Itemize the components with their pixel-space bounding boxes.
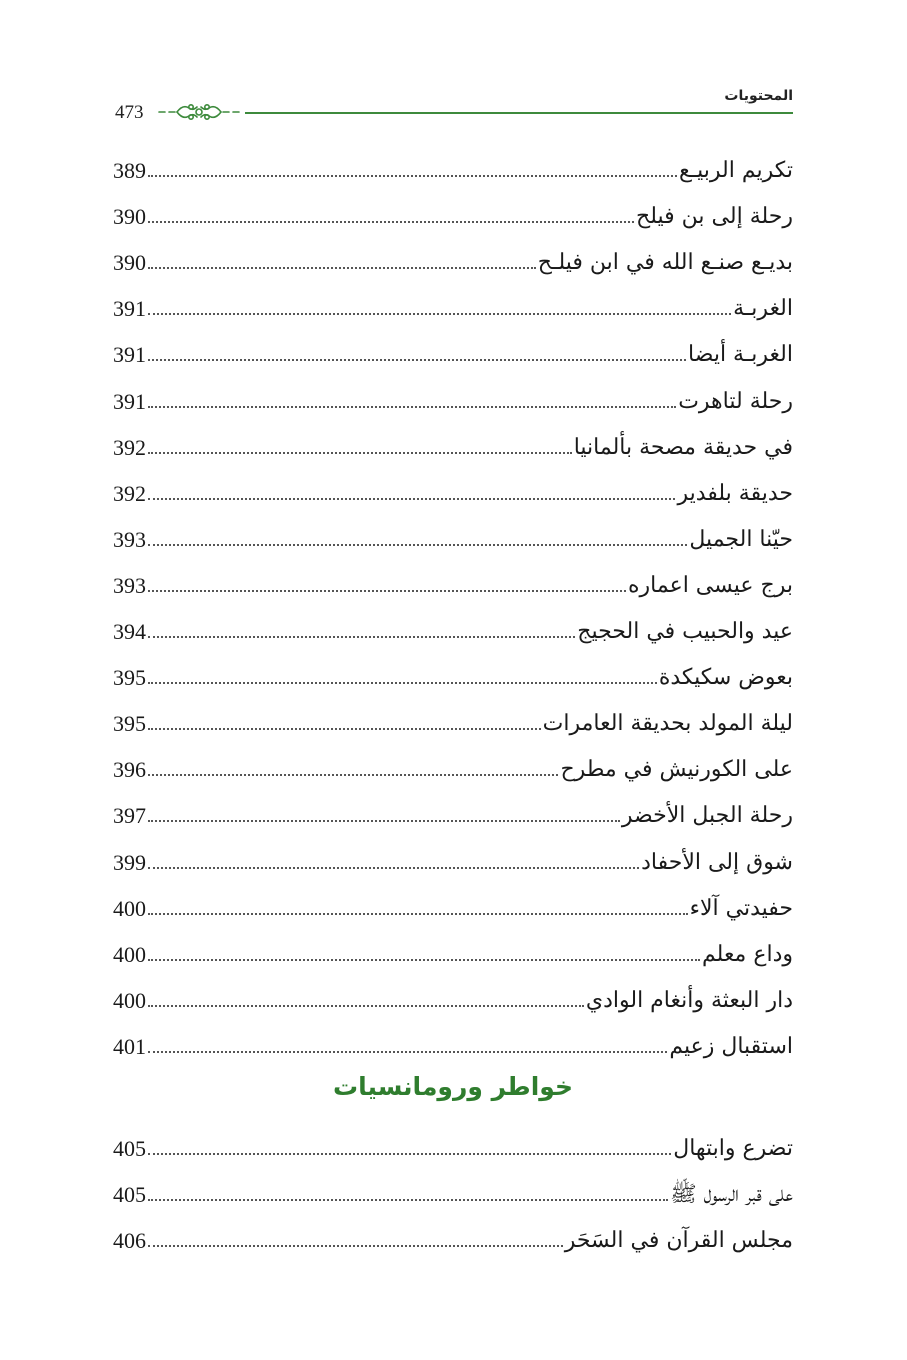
dot-leader: [148, 1005, 584, 1007]
toc-entry-page: 400: [113, 987, 146, 1013]
toc-entry: [113, 831, 793, 877]
dot-leader: [148, 221, 634, 223]
dot-leader: [148, 498, 675, 500]
running-header-title: المحتويات: [724, 88, 793, 104]
dot-leader: [148, 1245, 563, 1247]
dot-leader: [148, 636, 575, 638]
dot-leader: [148, 1199, 668, 1201]
toc-entry-title: استقبال زعيم: [669, 1033, 793, 1059]
toc-entry: [113, 693, 793, 739]
toc-entry: [113, 186, 793, 232]
toc-entry-page: 393: [113, 526, 146, 552]
toc-entry: [113, 785, 793, 831]
toc-entry-page: 405: [113, 1182, 146, 1208]
toc-entry: [113, 232, 793, 278]
toc-entry-page: 396: [113, 757, 146, 783]
toc-entry-title: بديـع صنـع الله في ابن فيلـح: [537, 250, 793, 276]
page-number: 473: [115, 102, 144, 123]
toc-entry-page: 392: [113, 434, 146, 460]
toc-entry: [113, 140, 793, 186]
table-of-contents-section: [113, 1118, 793, 1256]
toc-entry: [113, 509, 793, 555]
toc-entry: [113, 463, 793, 509]
dot-leader: [148, 313, 731, 315]
toc-entry-title: مجلس القرآن في السَحَر: [564, 1228, 793, 1254]
dot-leader: [148, 913, 688, 915]
table-of-contents: [113, 140, 793, 1062]
toc-entry-page: 399: [113, 849, 146, 875]
toc-entry: [113, 924, 793, 970]
header-rule: [245, 112, 793, 114]
dot-leader: [148, 359, 686, 361]
toc-entry-page: 391: [113, 296, 146, 322]
dot-leader: [148, 867, 639, 869]
toc-entry-page: 400: [113, 941, 146, 967]
toc-entry-page: 393: [113, 572, 146, 598]
toc-entry-page: 397: [113, 803, 146, 829]
dot-leader: [148, 452, 572, 454]
toc-entry-title: تضرع وابتهال: [673, 1136, 793, 1162]
toc-entry-title: دار البعثة وأنغام الوادي: [585, 987, 793, 1013]
toc-entry-page: 401: [113, 1033, 146, 1059]
dot-leader: [148, 728, 541, 730]
toc-entry-page: 390: [113, 250, 146, 276]
toc-entry-title: حيّنا الجميل: [689, 526, 793, 552]
toc-entry-title: رحلة الجبل الأخضر: [621, 803, 793, 829]
toc-entry-page: 406: [113, 1228, 146, 1254]
dot-leader: [148, 406, 676, 408]
toc-entry: [113, 370, 793, 416]
dot-leader: [148, 1051, 667, 1053]
toc-entry-title: تكريم الربيـع: [678, 158, 793, 184]
dot-leader: [148, 175, 677, 177]
dot-leader: [148, 682, 657, 684]
dot-leader: [148, 1153, 671, 1155]
toc-entry: [113, 1118, 793, 1164]
toc-entry-page: 391: [113, 388, 146, 414]
toc-entry: [113, 555, 793, 601]
toc-entry: [113, 601, 793, 647]
toc-entry-page: 390: [113, 204, 146, 230]
toc-entry: [113, 278, 793, 324]
dot-leader: [148, 544, 687, 546]
toc-entry: [113, 878, 793, 924]
toc-entry-title: حفيدتي آلاء: [689, 895, 793, 921]
toc-entry-title: الغربـة: [733, 296, 793, 322]
dot-leader: [148, 820, 620, 822]
toc-entry-title: رحلة إلى بن فيلح: [636, 204, 793, 230]
toc-entry-title: عيد والحبيب في الحجيج: [577, 619, 793, 645]
toc-entry-title: ليلة المولد بحديقة العامرات: [542, 711, 793, 737]
toc-entry-title: رحلة لتاهرت: [678, 388, 793, 414]
toc-entry: [113, 417, 793, 463]
toc-entry-title: حديقة بلفدير: [677, 480, 793, 506]
toc-entry-page: 394: [113, 619, 146, 645]
toc-entry-title: في حديقة مصحة بألمانيا: [573, 434, 793, 460]
toc-entry-page: 391: [113, 342, 146, 368]
toc-entry-page: 392: [113, 480, 146, 506]
toc-entry: [113, 1210, 793, 1256]
section-heading: خواطر ورومانسيات: [333, 1072, 573, 1101]
dot-leader: [148, 959, 700, 961]
toc-entry: [113, 970, 793, 1016]
toc-entry-title: بعوض سكيكدة: [658, 665, 793, 691]
toc-entry: [113, 647, 793, 693]
toc-entry-page: 395: [113, 665, 146, 691]
toc-entry: [113, 739, 793, 785]
toc-entry-page: 395: [113, 711, 146, 737]
toc-entry-page: 405: [113, 1136, 146, 1162]
page-header: [113, 82, 793, 122]
toc-entry-title: على قبر الرسول ﷺ: [670, 1182, 793, 1208]
toc-entry-title: شوق إلى الأحفاد: [641, 849, 793, 875]
toc-entry-title: على الكورنيش في مطرح: [560, 757, 793, 783]
toc-entry: [113, 324, 793, 370]
dot-leader: [148, 590, 626, 592]
toc-entry-title: الغربـة أيضا: [688, 342, 793, 368]
toc-entry-page: 389: [113, 158, 146, 184]
toc-entry-title: برج عيسى اعماره: [628, 572, 793, 598]
toc-entry-page: 400: [113, 895, 146, 921]
dot-leader: [148, 267, 536, 269]
toc-entry-title: وداع معلم: [702, 941, 793, 967]
toc-entry: [113, 1016, 793, 1062]
dot-leader: [148, 774, 558, 776]
ornament-icon: [157, 98, 241, 126]
toc-entry: [113, 1164, 793, 1210]
